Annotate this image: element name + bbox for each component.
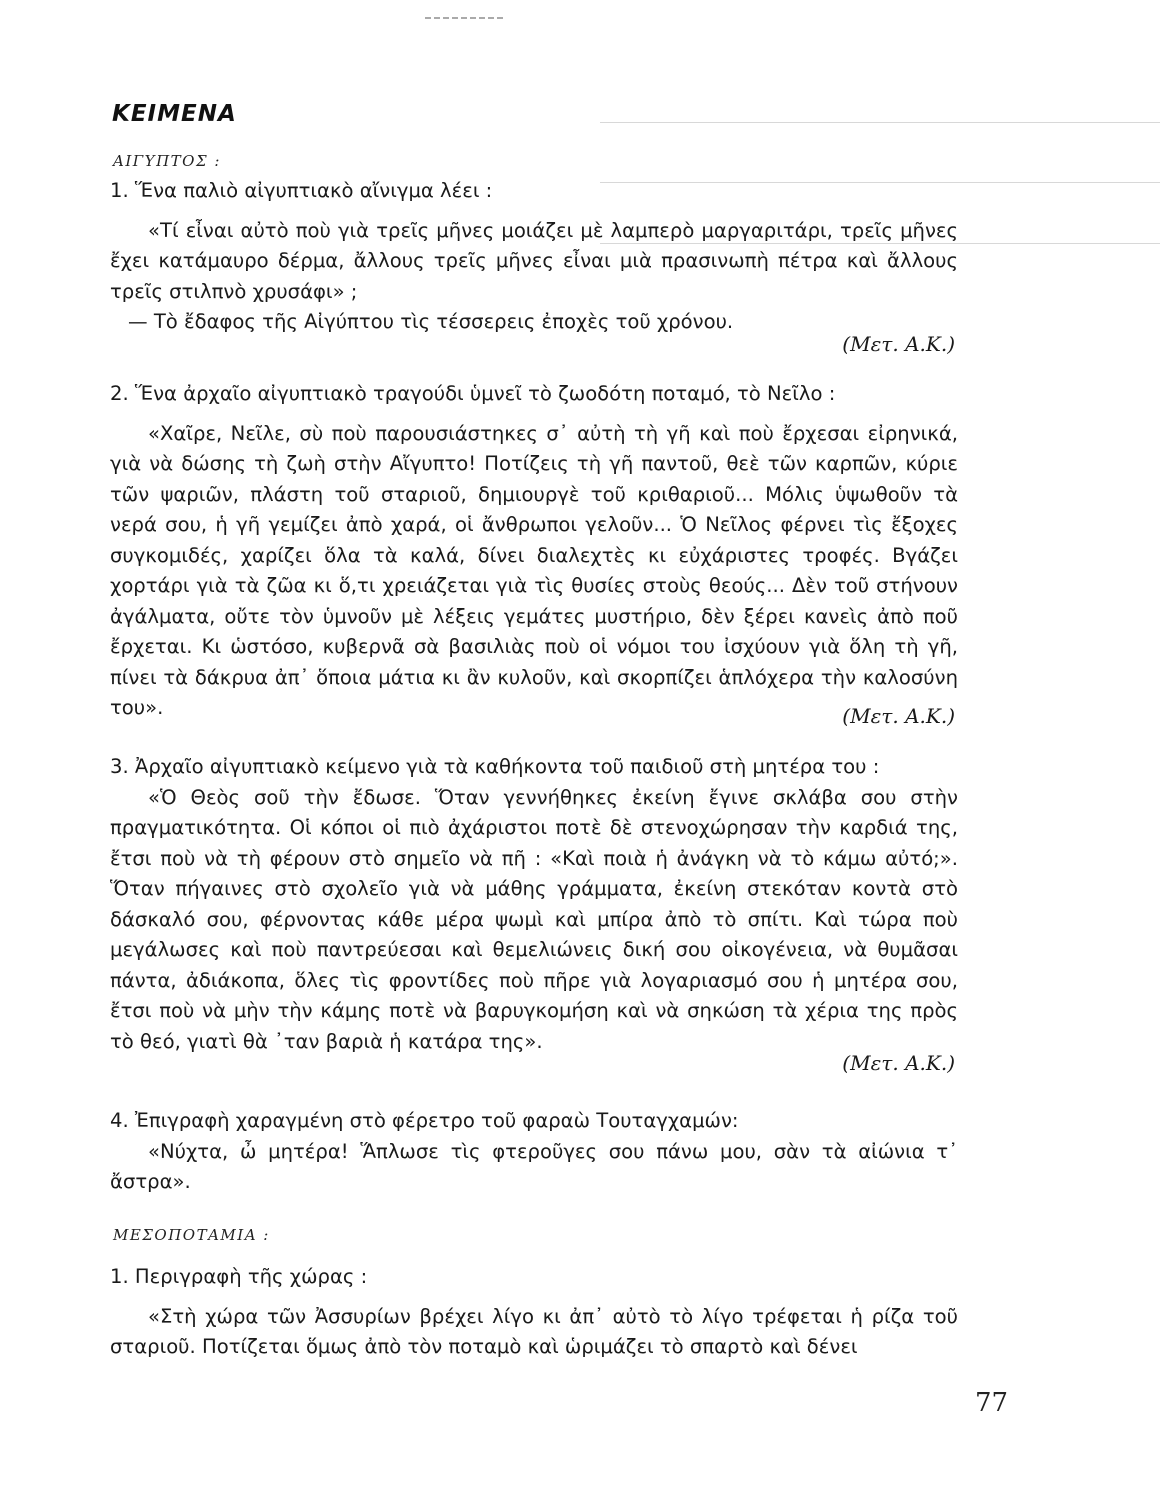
item-quote: «Τί εἶναι αὐτὸ ποὺ γιὰ τρεῖς μῆνες μοιάζει μὲ λαμπερὸ μαργαριτάρι, τρεῖς μῆνες ἔχει κατάμαυρο δέρμα, ἄλλους τρεῖς μῆνες εἶναι μιὰ πρασινωπὴ πέτρα καὶ ἄλλους τρεῖς στιλπνὸ χρυσάφι» ; [110,218,958,303]
egypt-item-1 [110,176,958,338]
item-heading: 3. Ἀρχαῖο αἰγυπτιακὸ κείμενο γιὰ τὰ καθήκοντα τοῦ παιδιοῦ στὴ μητέρα του : [110,755,880,778]
mesopotamia-item-1 [110,1262,958,1363]
item-heading: 4. Ἐπιγραφὴ χαραγμένη στὸ φέρετρο τοῦ φαραὼ Τουταγχαμών: [110,1109,739,1132]
attribution: (Μετ. Α.Κ.) [842,704,955,728]
scan-mark [425,17,505,19]
item-heading: 2. Ἕνα ἀρχαῖο αἰγυπτιακὸ τραγούδι ὑμνεῖ τὸ ζωοδότη ποταμό, τὸ Νεῖλο : [110,382,836,405]
item-quote: «Νύχτα, ὦ μητέρα! Ἅπλωσε τὶς φτεροῦγες σου πάνω μου, σὰν τὰ αἰώνια τ᾽ ἄστρα». [110,1139,958,1193]
section-heading-egypt: ΑΙΓΥΠΤΟΣ : [113,152,221,170]
item-heading: 1. Περιγραφὴ τῆς χώρας : [110,1265,368,1288]
item-quote: «Στὴ χώρα τῶν Ἀσσυρίων βρέχει λίγο κι ἀπ᾽ αὐτὸ τὸ λίγο τρέφεται ἡ ρίζα τοῦ σταριοῦ. Ποτίζεται ὅμως ἀπὸ τὸν ποταμὸ καὶ ὡριμάζει τὸ σπαρτὸ καὶ δένει [110,1304,958,1358]
attribution: (Μετ. Α.Κ.) [842,332,955,356]
egypt-item-3 [110,752,958,1057]
item-quote: «Χαῖρε, Νεῖλε, σὺ ποὺ παρουσιάστηκες σ᾽ αὐτὴ τὴ γῆ καὶ ποὺ ἔρχεσαι εἰρηνικά, γιὰ νὰ δώσης τὴ ζωὴ στὴν Αἴγυπτο! Ποτίζεις τὴ γῆ παντοῦ, θεὲ τῶν καρπῶν, κύριε τῶν ψαριῶν, πλάστη τοῦ σταριοῦ, δημιουργὲ τοῦ κριθαριοῦ... Μόλις ὑψωθοῦν τὰ νερά σου, ἡ γῆ γεμίζει ἀπὸ χαρά, οἱ ἄνθρωποι γελοῦν... Ὁ Νεῖλος φέρνει τὶς ἔξοχες συγκομιδές, χαρίζει ὅλα τὰ καλά, δίνει διαλεχτὲς κι εὐχάριστες τροφές. Βγάζει χορτάρι γιὰ τὰ ζῶα κι ὅ,τι χρειάζεται γιὰ τὶς θυσίες στοὺς θεούς... Δὲν τοῦ στήνουν ἀγάλματα, οὔτε τὸν ὑμνοῦν μὲ λέξεις γεμάτες μυστήριο, δὲν ξέρει κανεὶς ἀπὸ ποῦ ἔρχεται. Κι ὡστόσο, κυβερνᾶ σὰ βασιλιὰς ποὺ οἱ νόμοι του ἰσχύουν γιὰ ὅλη τὴ γῆ, πίνει τὰ δάκρυα ἀπ᾽ ὅποια μάτια κι ἂν κυλοῦν, καὶ σκορπίζει ἁπλόχερα τὴν καλοσύνη του». [110,421,958,719]
attribution: (Μετ. Α.Κ.) [842,1051,955,1075]
page-number: 77 [975,1388,1009,1418]
egypt-item-2 [110,379,958,724]
section-heading-mesopotamia: ΜΕΣΟΠΟΤΑΜΙΑ : [113,1226,270,1244]
item-heading: 1. Ἕνα παλιὸ αἰγυπτιακὸ αἴνιγμα λέει : [110,179,493,202]
egypt-item-4 [110,1106,958,1198]
item-quote: «Ὁ Θεὸς σοῦ τὴν ἔδωσε. Ὅταν γεννήθηκες ἐκείνη ἔγινε σκλάβα σου στὴν πραγματικότητα. Οἱ κόποι οἱ πιὸ ἀχάριστοι ποτὲ δὲ στενοχώρησαν τὴν καρδιά της, ἔτσι ποὺ νὰ τὴ φέρουν στὸ σημεῖο νὰ πῆ : «Καὶ ποιὰ ἡ ἀνάγκη νὰ τὸ κάμω αὐτό;». Ὅταν πήγαινες στὸ σχολεῖο γιὰ νὰ μάθης γράμματα, ἐκείνη στεκόταν κοντὰ στὸ δάσκαλό σου, φέρνοντας κάθε μέρα ψωμὶ καὶ μπίρα ἀπὸ τὸ σπίτι. Καὶ τώρα ποὺ μεγάλωσες καὶ ποὺ παντρεύεσαι καὶ θεμελιώνεις δική σου οἰκογένεια, νὰ θυμᾶσαι πάντα, ἀδιάκοπα, ὅλες τὶς φροντίδες ποὺ πῆρε γιὰ λογαριασμό σου ἡ μητέρα σου, ἔτσι ποὺ νὰ μὴν τὴν κάμης ποτὲ νὰ βαρυγκομήση καὶ νὰ σηκώση τὰ χέρια της πρὸς τὸ θεό, γιατὶ θὰ ᾽ταν βαριὰ ἡ κατάρα της». [110,785,958,1053]
item-answer: — Τὸ ἔδαφος τῆς Αἰγύπτου τὶς τέσσερεις ἐποχὲς τοῦ χρόνου. [128,310,734,333]
page-title: ΚΕΙΜΕΝΑ [112,101,237,127]
bleed-through-line [600,122,1160,123]
